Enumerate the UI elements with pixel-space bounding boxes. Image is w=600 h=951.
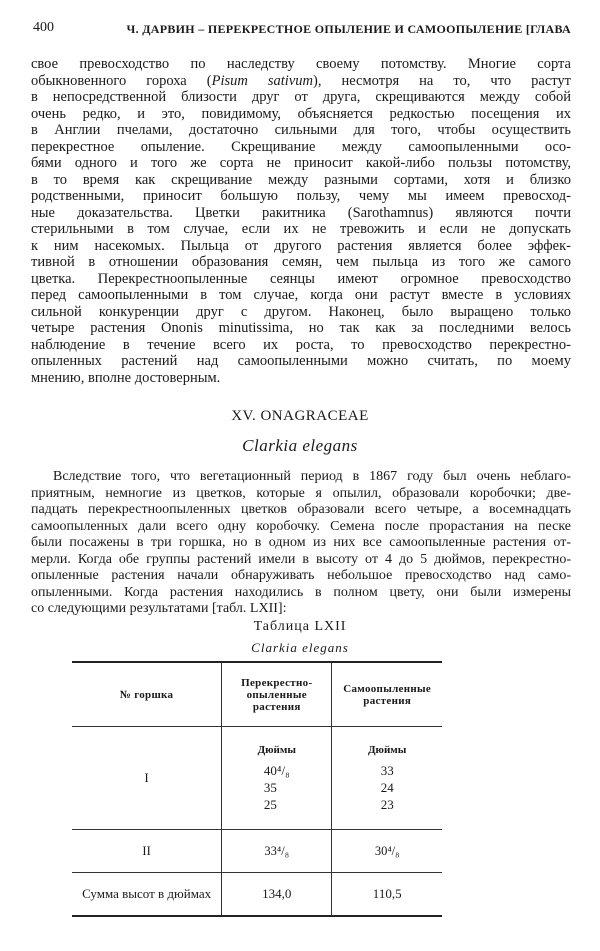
data-table [72,661,442,917]
crossed-values: 40⁴/₈ 35 25 [263,762,290,812]
text-line: обыкновенного гороха (Pisum sativum), несмотря на то, что растут [31,72,571,89]
text-line: опыленных растений над самоопыленными можно считать, по моему [31,353,571,369]
table-row [72,727,442,830]
text-line: приятным, немногие из цветков, которые я опылил, образовали коробочки; две- [31,485,571,501]
section-heading: XV. ONAGRACEAE [231,408,369,424]
text-line: сильной конкуренции друг с другом. Наконец, было выращено только [31,303,571,320]
text-line: очень редко, и это, повидимому, объясняется редкостью посещения их [31,105,571,122]
crossed-values: 33⁴/₈ [222,830,332,873]
table-subtitle: Clarkia elegans [251,640,349,655]
text-line: перекрестное опыление. Скрещивание между самоопыленными осо- [31,138,571,155]
text-line: стерильными в том случае, если их не тревожить и если не допускать [31,221,571,237]
page-header [33,20,571,40]
text-line: бями одного и того же сорта не приносит какой-либо пользы потомству, [31,155,571,171]
table-total-row [72,873,442,917]
pot-number: II [72,830,222,873]
unit-label: Дюймы [367,743,407,756]
text-line: четыре растения Ononis minutissima, но так как за последними велось [31,320,571,336]
self-values: 30⁴/₈ [332,830,442,873]
unit-label: Дюймы [257,743,296,756]
species-heading: Clarkia elegans [242,436,358,455]
page-number: 400 [33,20,54,35]
crossed-total: 134,0 [222,873,332,917]
text-line: в непосредственной близости друг от друга, скрещиваются между собой [31,89,571,105]
self-values: 33 24 23 [380,762,394,812]
text-line: родственными, приносит большую пользу, чему мы имеем превосход- [31,188,571,204]
text-line: свое превосходство по наследству своему потомству. Многие сорта [31,56,571,72]
column-header-self: Самоопыленные растения [332,662,442,727]
text-line: опыленные растения начали обнаруживать небольшое превосходство над само- [31,568,571,583]
table-title: Таблица LXII [253,619,347,634]
column-header-crossed: Перекрестно-опыленные растения [222,662,332,727]
text-line: наблюдение в течение всего их роста, то превосходство перекрестно- [31,336,571,353]
text-line: Вследствие того, что вегетационный период в 1867 году был очень неблаго- [53,469,571,484]
text-line: к ним насекомых. Пыльца от другого растения является более эффек- [31,237,571,254]
text-line: мерли. Когда обе группы растений имели в высоту от 4 до 5 дюймов, перекрестно- [31,551,571,567]
text-line: в Англии пчелами, достаточно сильными для того, чтобы осуществить [31,122,571,138]
pot-number: I [72,727,222,830]
text-line: в то время как скрещивание между разными сортами, хотя и близко [31,171,571,188]
table-row [72,830,442,873]
column-header-pot: № горшка [72,662,222,727]
text-line: со следующими результатами [табл. LXII]: [31,601,287,616]
text-line: падцать перекрестноопыленных цветков образовали всего четыре, а восемнадцать [31,502,571,517]
self-total: 110,5 [332,873,442,917]
text-line: опыленными. Когда растения находились в полном цвету, они были измерены [31,584,571,600]
running-title: Ч. ДАРВИН – ПЕРЕКРЕСТНОЕ ОПЫЛЕНИЕ И САМООПЫЛЕНИЕ [ГЛАВА [126,22,571,36]
text-line: мнению, вполне достоверным. [31,369,221,386]
text-line: ные доказательства. Цветки ракитника (Sarothamnus) являются почти [31,204,571,221]
text-line: цветка. Перекрестноопыленные сеянцы имеют огромное превосходство [31,270,571,287]
paragraph-clarkia [31,469,571,618]
text-line: тивной в отношении образования семян, чем пыльца из того же самого [31,254,571,270]
paragraph-continuation [31,56,571,386]
text-line: перед самоопыленными в том случае, когда они растут вместе в условиях [31,287,571,303]
text-line: самоопыленных дали всего одну коробочку. Семена после прорастания на песке [31,518,571,534]
text-line: были посажены в три горшка, но в одном из них все самоопыленные растения от- [31,535,571,550]
total-label: Сумма высот в дюймах [72,873,222,917]
